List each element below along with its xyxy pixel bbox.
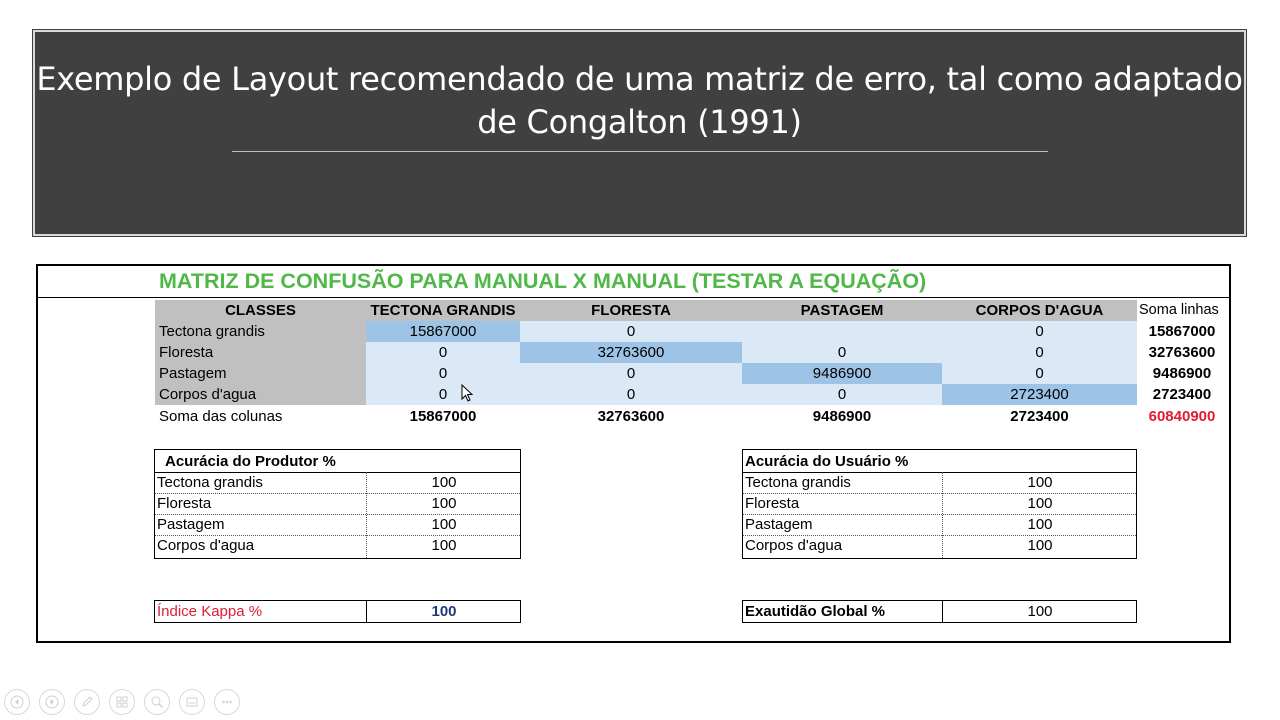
slides-icon[interactable] bbox=[109, 689, 135, 715]
presentation-toolbar bbox=[4, 689, 240, 715]
title-divider bbox=[38, 297, 1229, 298]
kappa-value: 100 bbox=[431, 603, 457, 620]
row-label-4: Corpos d'agua bbox=[155, 384, 366, 405]
header-col-3: PASTAGEM bbox=[742, 300, 942, 321]
matrix-cell: 9486900 bbox=[742, 363, 942, 384]
pen-icon[interactable] bbox=[74, 689, 100, 715]
matrix-cell: 0 bbox=[520, 363, 742, 384]
user-row-value: 100 bbox=[1027, 474, 1053, 491]
slide-title-banner bbox=[33, 30, 1246, 236]
matrix-cell: 32763600 bbox=[520, 342, 742, 363]
user-row-label: Corpos d'agua bbox=[745, 537, 843, 554]
col-sum: 32763600 bbox=[597, 408, 665, 425]
row-label-3: Pastagem bbox=[155, 363, 366, 384]
producer-row-value: 100 bbox=[431, 516, 457, 533]
global-accuracy-label: Exautidão Global % bbox=[745, 603, 886, 620]
header-row-sum: Soma linhas bbox=[1139, 302, 1219, 318]
matrix-cell: 0 bbox=[520, 384, 742, 405]
user-row-label: Tectona grandis bbox=[745, 474, 851, 491]
producer-row-label: Floresta bbox=[157, 495, 212, 512]
user-accuracy-table bbox=[742, 449, 1137, 559]
global-accuracy-value: 100 bbox=[1027, 603, 1053, 620]
producer-row-label: Tectona grandis bbox=[157, 474, 263, 491]
row-sum: 2723400 bbox=[1152, 386, 1212, 403]
global-accuracy-box bbox=[742, 600, 1137, 623]
producer-row-label: Pastagem bbox=[157, 516, 225, 533]
matrix-cell: 0 bbox=[942, 321, 1137, 342]
matrix-cell: 0 bbox=[366, 342, 520, 363]
producer-accuracy-table bbox=[154, 449, 521, 559]
slide-title: Exemplo de Layout recomendado de uma matriz de erro, tal como adaptado de Congalton (1991) bbox=[36, 60, 1243, 141]
kappa-label: Índice Kappa % bbox=[157, 603, 263, 620]
matrix-cell: 0 bbox=[942, 342, 1137, 363]
header-col-2: FLORESTA bbox=[520, 300, 742, 321]
kappa-box bbox=[154, 600, 521, 623]
spreadsheet-image bbox=[36, 264, 1231, 643]
row-sum: 15867000 bbox=[1148, 323, 1216, 340]
header-col-1: TECTONA GRANDIS bbox=[366, 300, 520, 321]
user-row-value: 100 bbox=[1027, 537, 1053, 554]
row-sum: 32763600 bbox=[1148, 344, 1216, 361]
user-row-value: 100 bbox=[1027, 495, 1053, 512]
col-sum: 2723400 bbox=[1010, 408, 1069, 425]
header-classes: CLASSES bbox=[155, 300, 366, 321]
matrix-cell: 0 bbox=[742, 384, 942, 405]
col-sum: 9486900 bbox=[812, 408, 872, 425]
producer-row-label: Corpos d'agua bbox=[157, 537, 255, 554]
title-underline bbox=[232, 151, 1048, 152]
matrix-title: MATRIZ DE CONFUSÃO PARA MANUAL X MANUAL (TESTAR A EQUAÇÃO) bbox=[159, 269, 927, 293]
matrix-cell: 2723400 bbox=[942, 384, 1137, 405]
row-label-1: Tectona grandis bbox=[155, 321, 366, 342]
grand-total: 60840900 bbox=[1148, 408, 1216, 425]
col-sum-label: Soma das colunas bbox=[159, 408, 283, 425]
subtitle-icon[interactable] bbox=[179, 689, 205, 715]
more-icon[interactable] bbox=[214, 689, 240, 715]
user-accuracy-title: Acurácia do Usuário % bbox=[745, 453, 909, 470]
matrix-cell: 0 bbox=[942, 363, 1137, 384]
producer-accuracy-title: Acurácia do Produtor % bbox=[165, 453, 336, 470]
mouse-pointer-icon bbox=[461, 384, 473, 402]
row-sum: 9486900 bbox=[1152, 365, 1212, 382]
row-label-2: Floresta bbox=[155, 342, 366, 363]
producer-row-value: 100 bbox=[431, 474, 457, 491]
producer-row-value: 100 bbox=[431, 537, 457, 554]
matrix-cell: 0 bbox=[742, 342, 942, 363]
user-row-value: 100 bbox=[1027, 516, 1053, 533]
matrix-cell: 0 bbox=[366, 363, 520, 384]
user-row-label: Pastagem bbox=[745, 516, 813, 533]
zoom-icon[interactable] bbox=[144, 689, 170, 715]
matrix-cell: 15867000 bbox=[366, 321, 520, 342]
arrow-right-icon[interactable] bbox=[39, 689, 65, 715]
user-row-label: Floresta bbox=[745, 495, 800, 512]
header-col-4: CORPOS D'AGUA bbox=[942, 300, 1137, 321]
col-sum: 15867000 bbox=[409, 408, 477, 425]
arrow-left-icon[interactable] bbox=[4, 689, 30, 715]
matrix-cell: 0 bbox=[366, 384, 520, 405]
producer-row-value: 100 bbox=[431, 495, 457, 512]
matrix-cell: 0 bbox=[520, 321, 742, 342]
matrix-cell bbox=[742, 321, 942, 342]
